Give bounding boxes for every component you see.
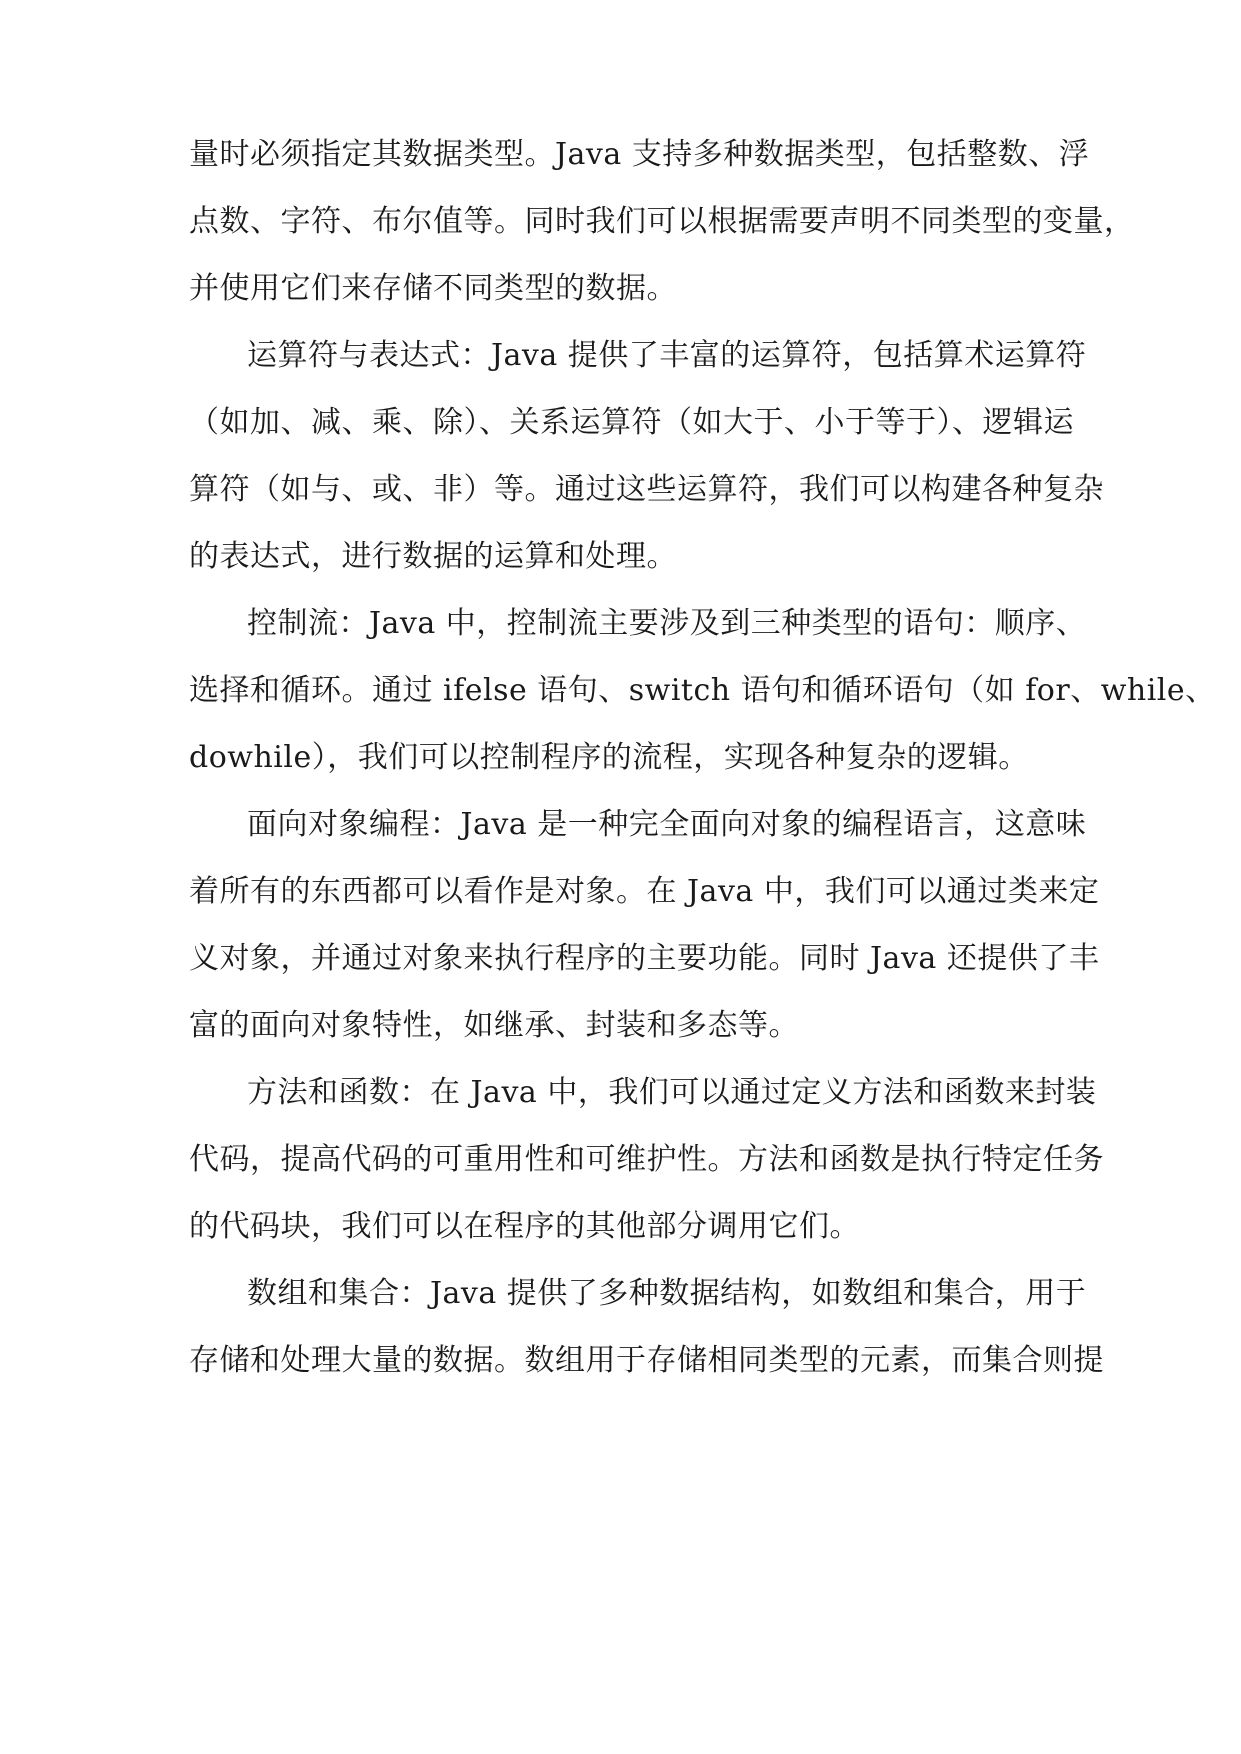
text-line: 的代码块，我们可以在程序的其他部分调用它们。	[189, 1209, 860, 1244]
text-line: 的表达式，进行数据的运算和处理。	[189, 539, 677, 574]
text-line: 存储和处理大量的数据。数组用于存储相同类型的元素，而集合则提	[189, 1343, 1104, 1378]
text-line: 富的面向对象特性，如继承、封装和多态等。	[189, 1008, 799, 1043]
text-line: 着所有的东西都可以看作是对象。在 Java 中，我们可以通过类来定	[189, 874, 1100, 909]
text-line: 数组和集合：Java 提供了多种数据结构，如数组和集合，用于	[247, 1276, 1087, 1311]
text-line: 选择和循环。通过 ifelse 语句、switch 语句和循环语句（如 for、while、	[189, 673, 1216, 708]
text-line: 点数、字符、布尔值等。同时我们可以根据需要声明不同类型的变量，	[189, 204, 1135, 239]
text-line: 面向对象编程：Java 是一种完全面向对象的编程语言，这意味	[247, 807, 1087, 842]
text-line: 量时必须指定其数据类型。Java 支持多种数据类型，包括整数、浮	[189, 137, 1090, 172]
text-line: 方法和函数：在 Java 中，我们可以通过定义方法和函数来封装	[247, 1075, 1097, 1110]
text-line: 代码，提高代码的可重用性和可维护性。方法和函数是执行特定任务	[189, 1142, 1104, 1177]
text-line: 算符（如与、或、非）等。通过这些运算符，我们可以构建各种复杂	[189, 472, 1104, 507]
text-line: （如加、减、乘、除）、关系运算符（如大于、小于等于）、逻辑运	[189, 405, 1074, 440]
text-line: 并使用它们来存储不同类型的数据。	[189, 271, 677, 306]
text-line: 运算符与表达式：Java 提供了丰富的运算符，包括算术运算符	[247, 338, 1087, 373]
text-line: dowhile），我们可以控制程序的流程，实现各种复杂的逻辑。	[189, 740, 1029, 775]
text-line: 控制流：Java 中，控制流主要涉及到三种类型的语句：顺序、	[247, 606, 1087, 641]
text-line: 义对象，并通过对象来执行程序的主要功能。同时 Java 还提供了丰	[189, 941, 1100, 976]
